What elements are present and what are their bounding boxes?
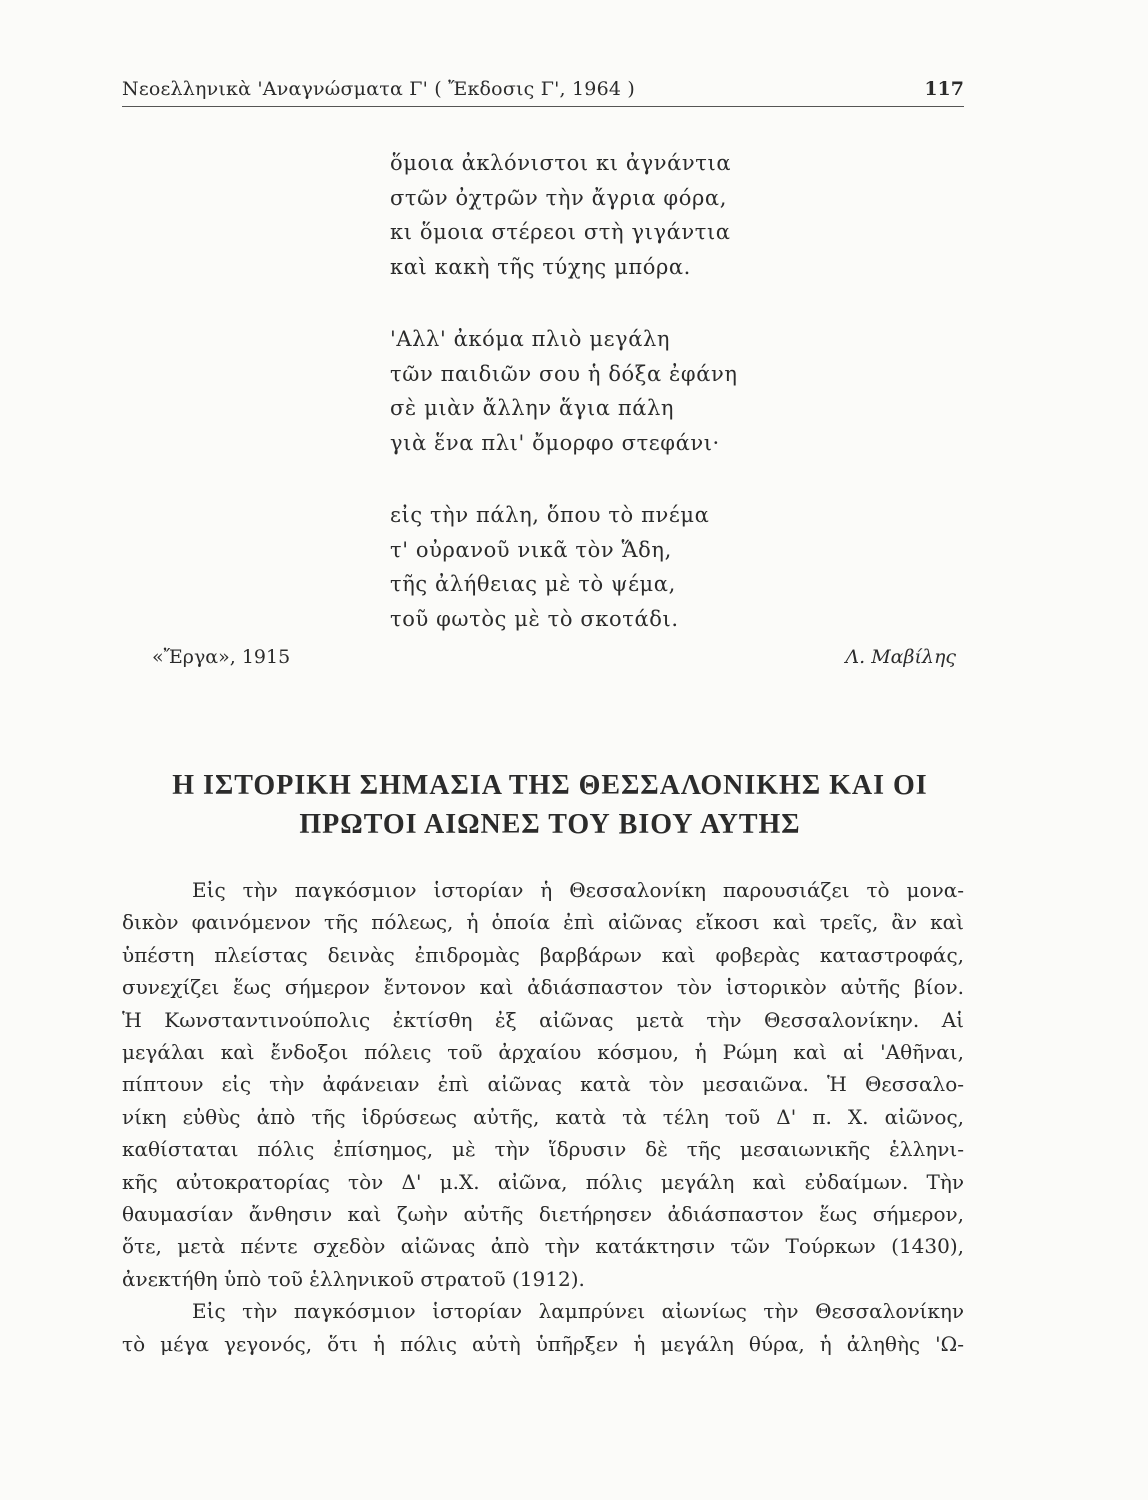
verse-line: τ' οὐρανοῦ νικᾶ τὸν Ἅδη, xyxy=(390,537,672,562)
prose-line: μεγάλαι καὶ ἔνδοξοι πόλεις τοῦ ἀρχαίου κόσμου, ἡ Ρώμη καὶ αἱ 'Αθῆναι, xyxy=(122,1040,964,1065)
verse-line: εἰς τὴν πάλη, ὅπου τὸ πνέμα xyxy=(390,503,710,527)
running-header xyxy=(122,74,964,107)
article-title-line: ΠΡΩΤΟΙ ΑΙΩΝΕΣ ΤΟΥ ΒΙΟΥ ΑΥΤΗΣ xyxy=(299,809,801,840)
verse-line: τοῦ φωτὸς μὲ τὸ σκοτάδι. xyxy=(390,606,679,631)
verse-line: στῶν ὀχτρῶν τὴν ἄγρια φόρα, xyxy=(390,185,727,210)
verse-line: 'Αλλ' ἀκόμα πλιὸ μεγάλη xyxy=(390,327,671,351)
prose-line: νίκη εὐθὺς ἀπὸ τῆς ἱδρύσεως αὐτῆς, κατὰ τὰ τέλη τοῦ Δ' π. Χ. αἰῶνος, xyxy=(122,1104,964,1129)
prose-line: καθίσταται πόλις ἐπίσημος, μὲ τὴν ἵδρυσιν δὲ τῆς μεσαιωνικῆς ἑλληνι- xyxy=(122,1137,964,1162)
article-title-line: Η ΙΣΤΟΡΙΚΗ ΣΗΜΑΣΙΑ ΤΗΣ ΘΕΣΣΑΛΟΝΙΚΗΣ ΚΑΙ ΟΙ xyxy=(172,770,928,801)
poem xyxy=(390,146,810,674)
article-title xyxy=(140,766,960,844)
prose-line: δικὸν φαινόμενον τῆς πόλεως, ἡ ὁποία ἐπὶ αἰῶνας εἴκοσι καὶ τρεῖς, ἂν καὶ xyxy=(122,910,964,935)
poem-source: «Ἔργα», 1915 xyxy=(152,646,291,668)
header-title: Νεοελληνικὰ 'Αναγνώσματα Γ' ( Ἔκδοσις Γ', 1964 ) xyxy=(122,78,636,100)
prose-line: Εἰς τὴν παγκόσμιον ἱστορίαν λαμπρύνει αἰωνίως τὴν Θεσσαλονίκην xyxy=(192,1299,964,1324)
poem-stanza-2 xyxy=(390,322,810,460)
verse-line: τῆς ἀλήθειας μὲ τὸ ψέμα, xyxy=(390,572,676,596)
verse-line: καὶ κακὴ τῆς τύχης μπόρα. xyxy=(390,254,691,279)
article-body xyxy=(122,874,964,1360)
prose-line: πίπτουν εἰς τὴν ἀφάνειαν ἐπὶ αἰῶνας κατὰ τὸν μεσαιῶνα. Ἡ Θεσσαλο- xyxy=(122,1072,964,1097)
prose-line: ἀνεκτήθη ὑπὸ τοῦ ἑλληνικοῦ στρατοῦ (1912). xyxy=(122,1266,585,1291)
prose-line: Ἡ Κωνσταντινούπολις ἐκτίσθη ἐξ αἰῶνας μετὰ τὴν Θεσσαλονίκην. Αἱ xyxy=(122,1007,964,1032)
poem-stanza-1 xyxy=(390,146,810,284)
prose-line: συνεχίζει ἕως σήμερον ἔντονον καὶ ἀδιάσπαστον τὸν ἱστορικὸν αὐτῆς βίον. xyxy=(122,975,964,1000)
prose-line: κῆς αὐτοκρατορίας τὸν Δ' μ.Χ. αἰῶνα, πόλις μεγάλη καὶ εὐδαίμων. Τὴν xyxy=(122,1169,964,1194)
poem-stanza-3 xyxy=(390,498,810,636)
verse-line: ὅμοια ἀκλόνιστοι κι ἀγνάντια xyxy=(390,151,732,175)
prose-line: τὸ μέγα γεγονός, ὅτι ἡ πόλις αὐτὴ ὑπῆρξεν ἡ μεγάλη θύρα, ἡ ἀληθὴς 'Ω- xyxy=(122,1331,964,1356)
verse-line: σὲ μιὰν ἄλλην ἅγια πάλη xyxy=(390,396,675,420)
page-number: 117 xyxy=(924,78,964,100)
verse-line: τῶν παιδιῶν σου ἡ δόξα ἐφάνη xyxy=(390,361,738,386)
poem-author: Λ. Μαβίλης xyxy=(845,646,956,668)
prose-line: ὅτε, μετὰ πέντε σχεδὸν αἰῶνας ἀπὸ τὴν κατάκτησιν τῶν Τούρκων (1430), xyxy=(122,1234,964,1259)
prose-line: Εἰς τὴν παγκόσμιον ἱστορίαν ἡ Θεσσαλονίκη παρουσιάζει τὸ μονα- xyxy=(192,878,964,902)
prose-line: θαυμασίαν ἄνθησιν καὶ ζωὴν αὐτῆς διετήρησεν ἀδιάσπαστον ἕως σήμερον, xyxy=(122,1202,964,1227)
verse-line: γιὰ ἕνα πλι' ὄμορφο στεφάνι· xyxy=(390,430,720,455)
prose-line: ὑπέστη πλείστας δεινὰς ἐπιδρομὰς βαρβάρων καὶ φοβερὰς καταστροφάς, xyxy=(122,942,964,967)
verse-line: κι ὅμοια στέρεοι στὴ γιγάντια xyxy=(390,220,731,244)
